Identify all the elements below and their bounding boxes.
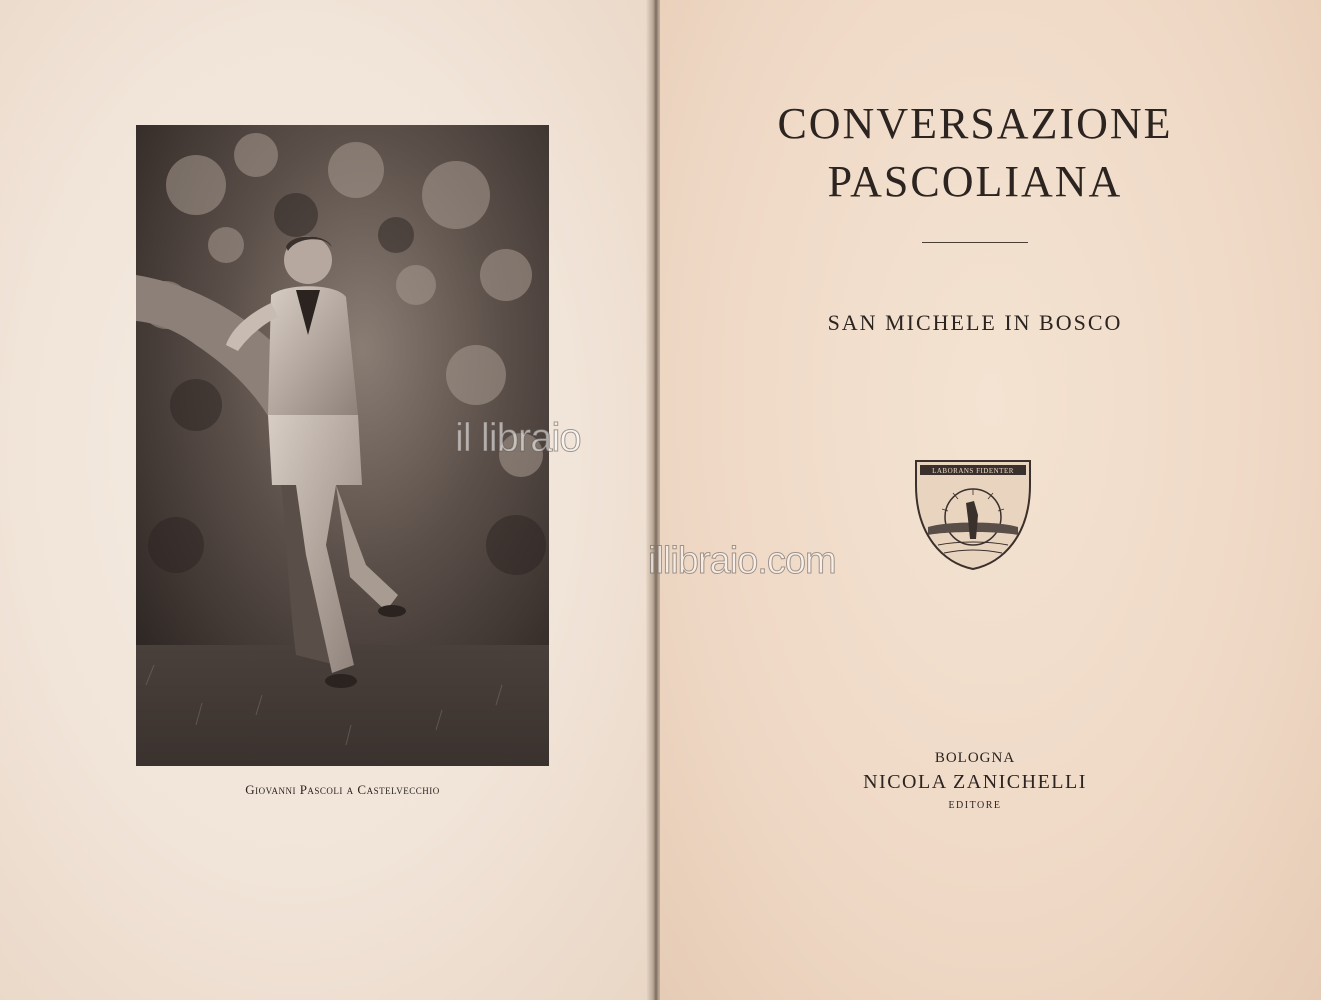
emblem-motto: LABORANS FIDENTER [932, 467, 1014, 475]
imprint [660, 750, 1290, 811]
title-line-1: CONVERSAZIONE [777, 99, 1173, 148]
imprint-publisher: NICOLA ZANICHELLI [863, 771, 1087, 793]
watermark-small: il libraio [455, 416, 581, 460]
left-page [0, 0, 654, 1000]
subtitle: SAN MICHELE IN BOSCO [827, 310, 1123, 335]
publisher-emblem-icon [908, 455, 1038, 573]
watermark-large: illibraio.com [648, 540, 836, 582]
title-block [660, 95, 1290, 211]
imprint-role: EDITORE [948, 800, 1002, 811]
emblem-graphic [908, 455, 1038, 573]
title-divider [922, 242, 1028, 243]
title-line-2: PASCOLIANA [827, 157, 1123, 206]
photo-caption: Giovanni Pascoli a Castelvecchio [245, 782, 440, 797]
imprint-city: BOLOGNA [934, 750, 1016, 766]
